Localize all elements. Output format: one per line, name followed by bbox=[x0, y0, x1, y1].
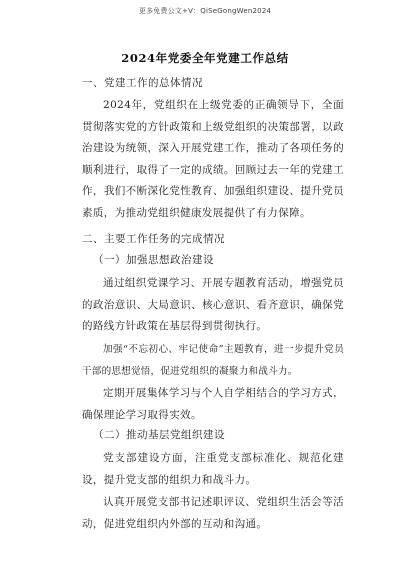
paragraph-collective-study: 定期开展集体学习与个人自学相结合的学习方式，确保理论学习取得实效。 bbox=[82, 387, 344, 421]
subsection-heading-ideology: （一）加强思想政治建设 bbox=[93, 254, 214, 266]
paragraph-branch-activities: 认真开展党支部书记述职评议、党组织生活会等活动，促进党组织内外部的互动和沟通。 bbox=[82, 496, 344, 530]
paragraph-overview: 2024年，党组织在上级党委的正确领导下，全面贯彻落实党的方针政策和上级党组织的决策部署，以政治建设为统领，深入开展党建工作，推动了各项任务的顺利进行，取得了一定的成绩。回顾过去一年的党建工作，我们不断深化党性教育、加强组织建设、提升党员素质，为推动党组织健康发展提供了有力保障。 bbox=[82, 99, 344, 219]
section-heading-overview: 一、党建工作的总体情况 bbox=[82, 77, 203, 89]
section-heading-tasks: 二、主要工作任务的完成情况 bbox=[82, 233, 225, 245]
paragraph-party-lessons: 通过组织党课学习、开展专题教育活动，增强党员的政治意识、大局意识、核心意识、看齐意识，确保党的路线方针政策在基层得到贯彻执行。 bbox=[82, 277, 344, 332]
paragraph-branch-building: 党支部建设方面，注重党支部标准化、规范化建设，提升党支部的组织力和战斗力。 bbox=[82, 452, 344, 486]
paragraph-theme-education: 加强“不忘初心、牢记使命”主题教育，进一步提升党员干部的思想觉悟，促进党组织的凝聚力和战斗力。 bbox=[82, 344, 344, 377]
subsection-heading-grassroots: （二）推动基层党组织建设 bbox=[93, 429, 225, 441]
document-title: 2024年党委全年党建工作总结 bbox=[121, 51, 289, 65]
header-note: 更多免费公文+V：QiSeGongWen2024 bbox=[138, 7, 272, 15]
